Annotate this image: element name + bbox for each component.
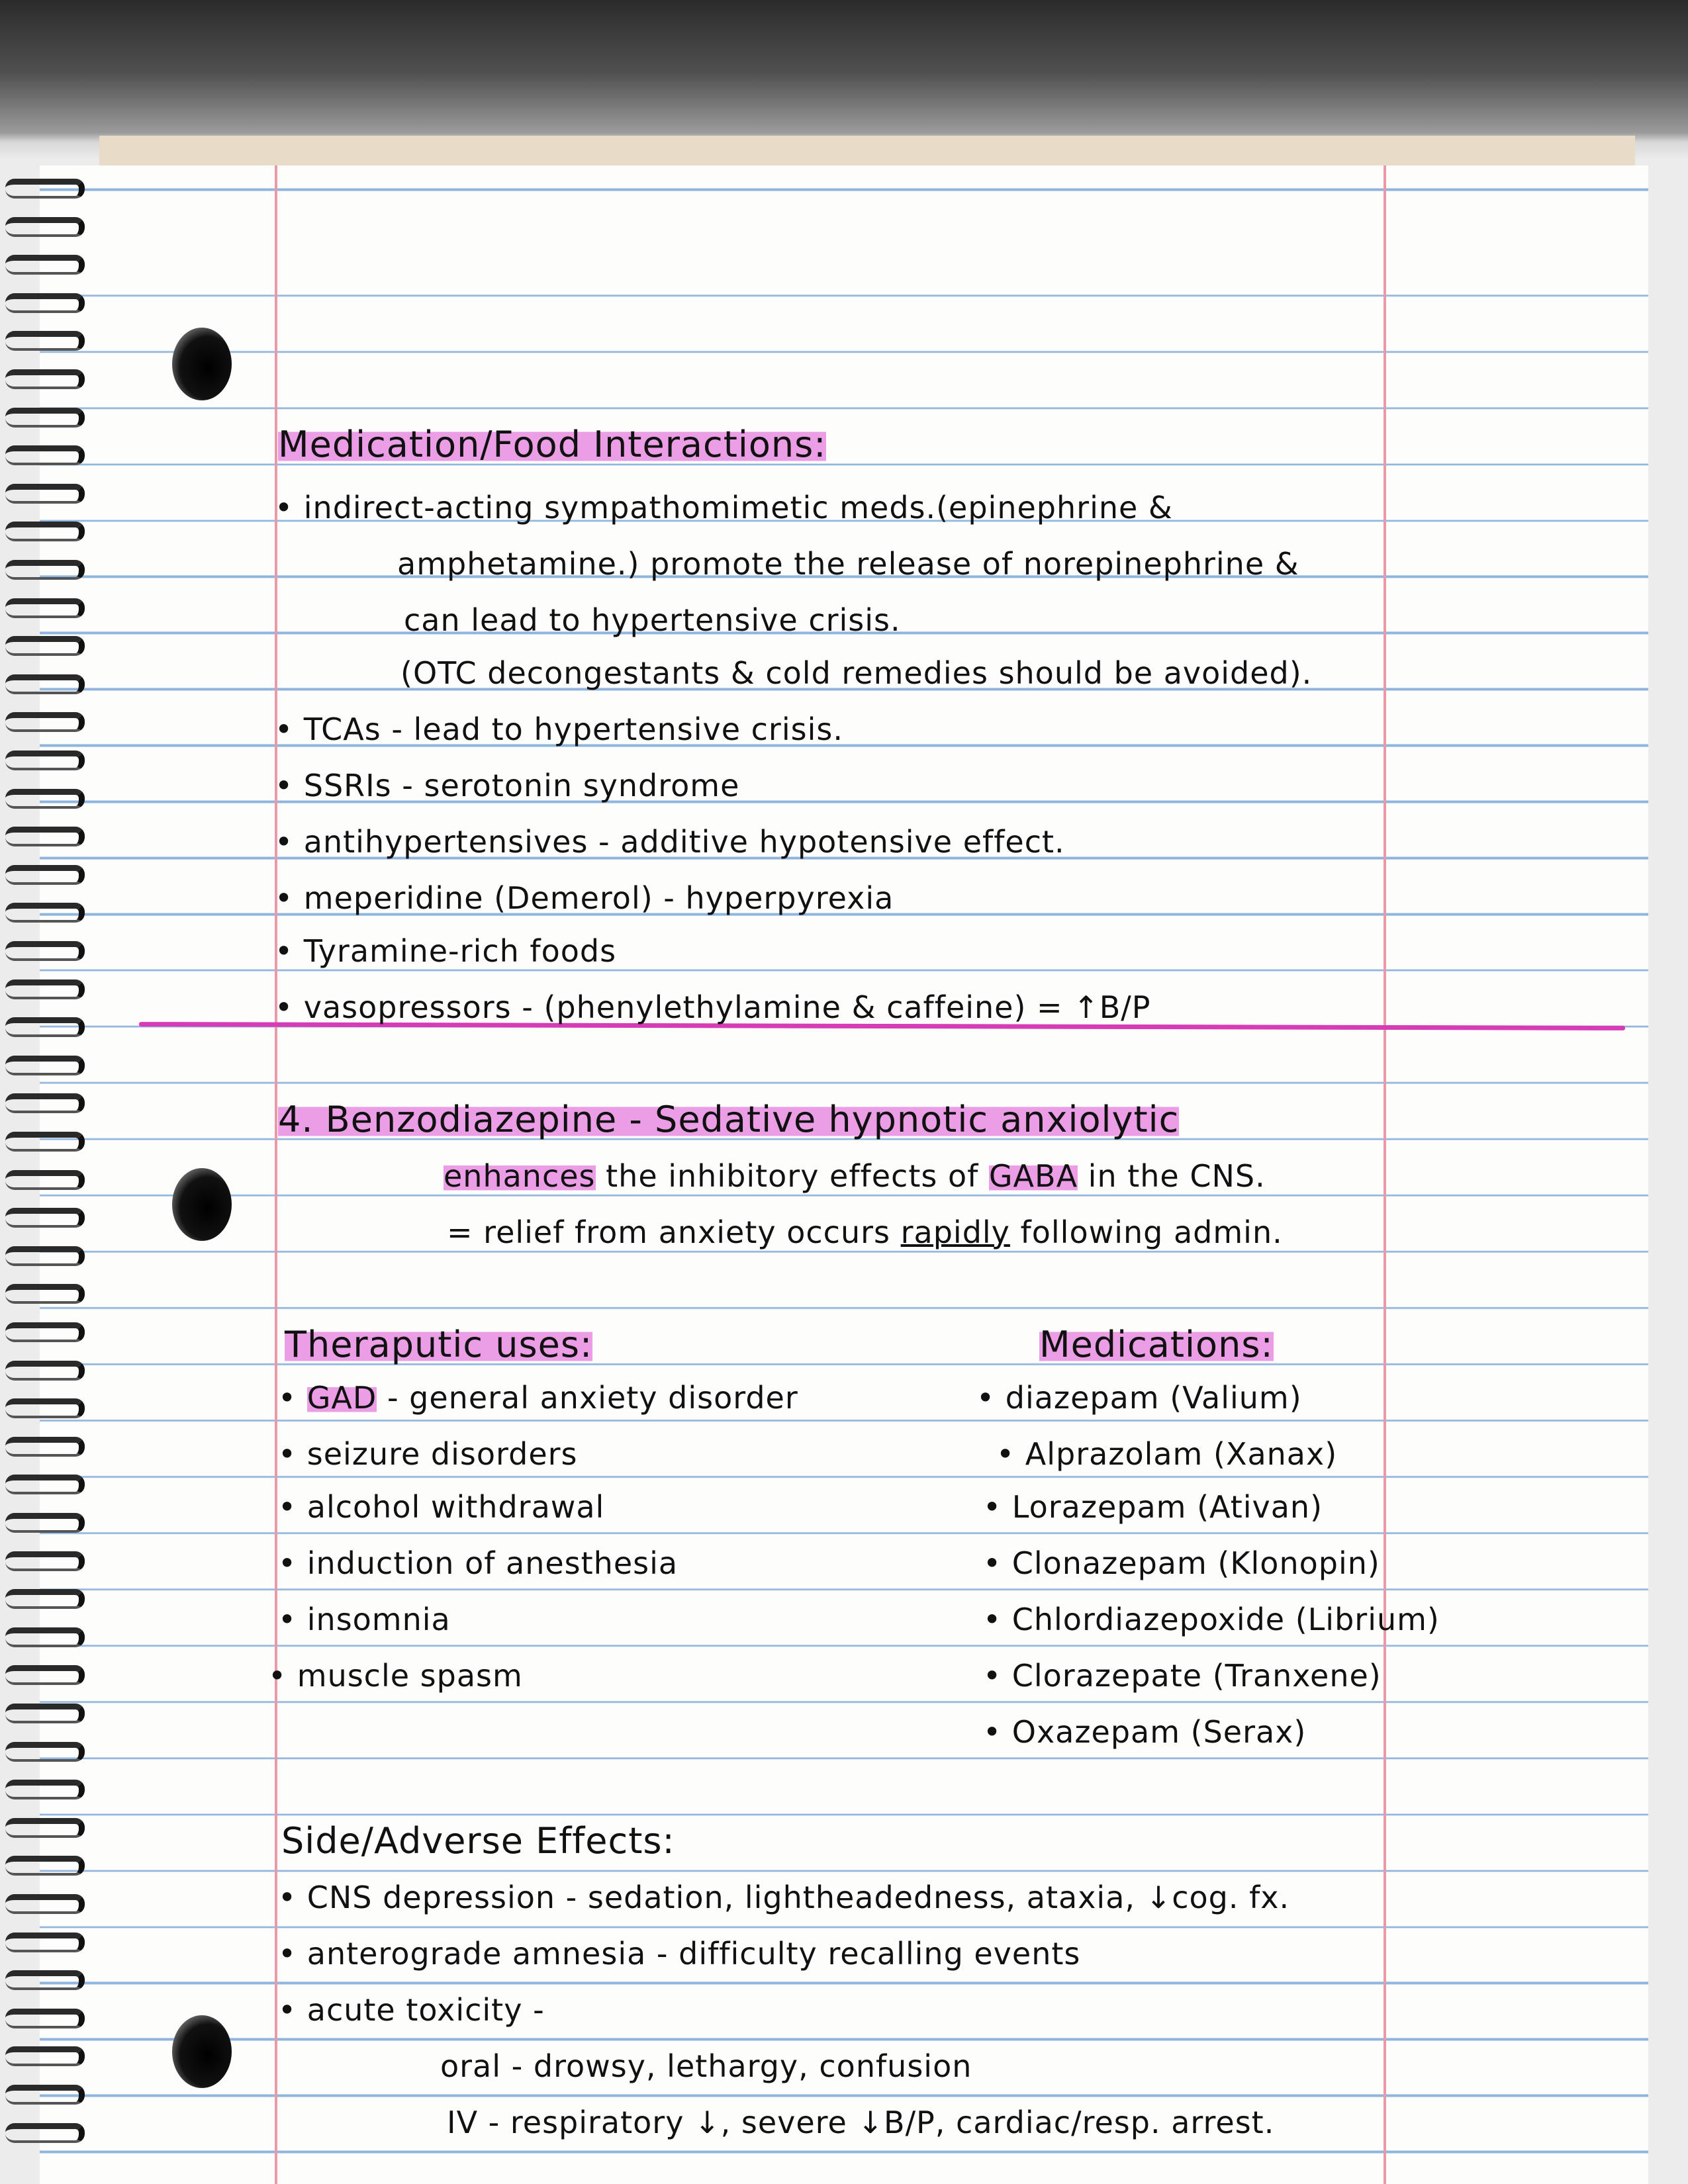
spiral-coil: [5, 1284, 85, 1304]
spiral-coil: [5, 1246, 85, 1266]
side-effects-heading: Side/Adverse Effects:: [281, 1820, 675, 1862]
spiral-coil: [5, 636, 85, 656]
side-effect-iv: IV - respiratory ↓, severe ↓B/P, cardiac/resp. arrest.: [447, 2105, 1275, 2140]
spiral-binding: [0, 165, 99, 2184]
spiral-coil: [5, 941, 85, 961]
spiral-coil: [5, 1437, 85, 1457]
use-insomnia: • insomnia: [278, 1602, 451, 1637]
spiral-coil: [5, 1933, 85, 1952]
interaction-meperidine: • meperidine (Demerol) - hyperpyrexia: [275, 880, 894, 916]
use-gad: • GAD - general anxiety disorder: [278, 1380, 798, 1416]
spiral-coil: [5, 1704, 85, 1723]
spiral-coil: [5, 1894, 85, 1914]
spiral-coil: [5, 408, 85, 428]
left-margin-line: [275, 165, 277, 2184]
benzo-heading: 4. Benzodiazepine - Sedative hypnotic anxiolytic: [278, 1099, 1180, 1140]
binder-hole-top: [172, 328, 232, 400]
med-diazepam: • diazepam (Valium): [976, 1380, 1302, 1416]
spiral-coil: [5, 789, 85, 809]
spiral-coil: [5, 865, 85, 885]
spiral-coil: [5, 369, 85, 389]
spiral-coil: [5, 1398, 85, 1418]
spiral-coil: [5, 1589, 85, 1609]
spiral-coil: [5, 1513, 85, 1533]
med-clonazepam: • Clonazepam (Klonopin): [983, 1545, 1380, 1581]
benzo-line-2: = relief from anxiety occurs rapidly following admin.: [447, 1214, 1283, 1250]
spiral-coil: [5, 217, 85, 237]
spiral-coil: [5, 1856, 85, 1876]
spiral-coil: [5, 1056, 85, 1075]
spiral-coil: [5, 1627, 85, 1647]
side-effect-cns-depression: • CNS depression - sedation, lightheadedness, ataxia, ↓cog. fx.: [278, 1880, 1290, 1915]
side-effect-acute-toxicity: • acute toxicity -: [278, 1992, 545, 2028]
spiral-coil: [5, 1818, 85, 1838]
side-effect-oral: oral - drowsy, lethargy, confusion: [440, 2048, 972, 2084]
med-clorazepate: • Clorazepate (Tranxene): [983, 1658, 1382, 1694]
spiral-coil: [5, 484, 85, 504]
spiral-coil: [5, 674, 85, 694]
spiral-coil: [5, 1361, 85, 1381]
right-margin-line: [1383, 165, 1386, 2184]
spiral-coil: [5, 1551, 85, 1571]
spiral-coil: [5, 2009, 85, 2028]
spiral-coil: [5, 827, 85, 846]
spiral-coil: [5, 1475, 85, 1494]
medications-heading: Medications:: [1039, 1324, 1274, 1365]
spiral-coil: [5, 445, 85, 465]
spiral-coil: [5, 751, 85, 770]
use-seizure-disorders: • seizure disorders: [278, 1436, 578, 1472]
spiral-coil: [5, 1742, 85, 1762]
use-induction-anesthesia: • induction of anesthesia: [278, 1545, 679, 1581]
binder-hole-middle: [172, 1168, 232, 1241]
spiral-coil: [5, 293, 85, 313]
spiral-coil: [5, 1093, 85, 1113]
spiral-coil: [5, 903, 85, 923]
spiral-coil: [5, 255, 85, 275]
med-chlordiazepoxide: • Chlordiazepoxide (Librium): [983, 1602, 1440, 1637]
interaction-line-1: • indirect-acting sympathomimetic meds.(epinephrine &: [275, 490, 1173, 525]
spiral-coil: [5, 598, 85, 618]
spiral-coil: [5, 2123, 85, 2143]
binder-hole-bottom: [172, 2015, 232, 2088]
spiral-coil: [5, 1780, 85, 1799]
interaction-ssris: • SSRIs - serotonin syndrome: [275, 768, 740, 803]
spiral-coil: [5, 1132, 85, 1152]
spiral-coil: [5, 331, 85, 351]
spiral-coil: [5, 1017, 85, 1037]
spiral-coil: [5, 1170, 85, 1190]
interaction-tyramine: • Tyramine-rich foods: [275, 933, 617, 969]
interaction-line-3: can lead to hypertensive crisis.: [404, 602, 901, 638]
interaction-line-4: (OTC decongestants & cold remedies should be avoided).: [400, 655, 1313, 691]
use-muscle-spasm: • muscle spasm: [268, 1658, 523, 1694]
interaction-antihypertensives: • antihypertensives - additive hypotensive effect.: [275, 824, 1065, 860]
interaction-line-2: amphetamine.) promote the release of norepinephrine &: [397, 546, 1299, 582]
interaction-vasopressors: • vasopressors - (phenylethylamine & caffeine) = ↑B/P: [275, 989, 1151, 1025]
spiral-coil: [5, 1665, 85, 1685]
med-alprazolam: • Alprazolam (Xanax): [996, 1436, 1338, 1472]
med-lorazepam: • Lorazepam (Ativan): [983, 1489, 1323, 1525]
med-oxazepam: • Oxazepam (Serax): [983, 1714, 1307, 1750]
spiral-coil: [5, 1322, 85, 1342]
spiral-coil: [5, 179, 85, 199]
therapeutic-uses-heading: Theraputic uses:: [285, 1324, 593, 1365]
spiral-coil: [5, 712, 85, 732]
use-alcohol-withdrawal: • alcohol withdrawal: [278, 1489, 605, 1525]
benzo-line-1: enhances the inhibitory effects of GABA in the CNS.: [444, 1158, 1266, 1194]
interactions-heading: Medication/Food Interactions:: [278, 424, 827, 465]
spiral-coil: [5, 2085, 85, 2105]
spiral-coil: [5, 1970, 85, 1990]
spiral-coil: [5, 1208, 85, 1228]
side-effect-amnesia: • anterograde amnesia - difficulty recalling events: [278, 1936, 1081, 1972]
spiral-coil: [5, 979, 85, 999]
spiral-coil: [5, 560, 85, 580]
spiral-coil: [5, 2046, 85, 2066]
interaction-tcas: • TCAs - lead to hypertensive crisis.: [275, 711, 843, 747]
spiral-coil: [5, 522, 85, 541]
